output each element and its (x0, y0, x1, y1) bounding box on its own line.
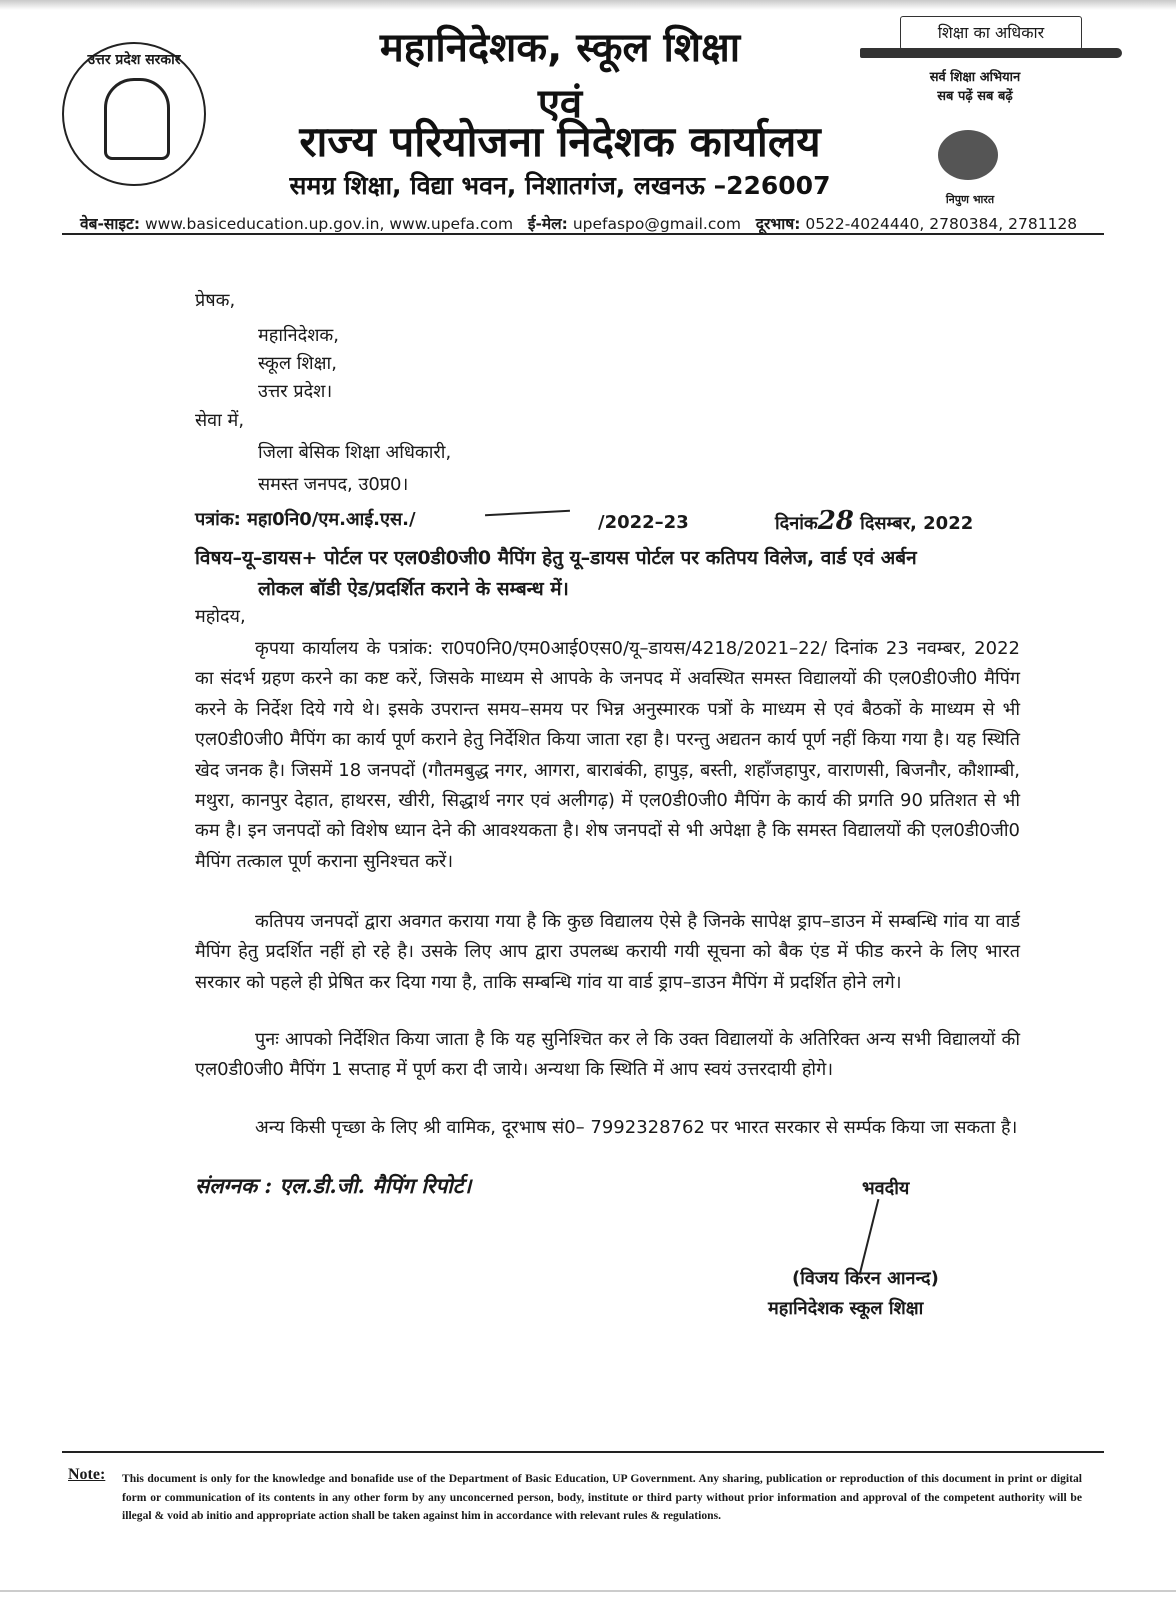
closing: भवदीय (862, 1178, 910, 1199)
recipient-line1: जिला बेसिक शिक्षा अधिकारी, (258, 442, 452, 463)
office-address: समग्र शिक्षा, विद्या भवन, निशातगंज, लखनऊ –226007 (289, 171, 831, 200)
footer-divider (62, 1451, 1104, 1453)
sender-label: प्रेषक, (195, 290, 236, 311)
signatory-designation: महानिदेशक स्कूल शिक्षा (768, 1298, 924, 1319)
recipient-label: सेवा में, (195, 410, 245, 431)
date-month-year: दिसम्बर, 2022 (860, 513, 974, 534)
body-paragraph-3: पुनः आपको निर्देशित किया जाता है कि यह सुनिश्चित कर ले कि उक्त विद्यालयों के अतिरिक्त अन्य सभी विद्यालयों की एल0डी0जी0 मैपिंग 1 सप्ताह में पूर्ण करा दी जाये। अन्यथा कि स्थिति में आप स्वयं उत्तरदायी होगे। (195, 1029, 1020, 1081)
pencil-icon (860, 48, 1122, 58)
office-title-line3: राज्य परियोजना निदेशक कार्यालय (299, 117, 821, 166)
emblem-text: उत्तर प्रदेश सरकार (87, 52, 181, 68)
nipun-bharat-text: निपुण भारत (945, 193, 995, 206)
phone-label: दूरभाष: (755, 215, 801, 233)
subject-line2: लोकल बॉडी ऐड/प्रदर्शित कराने के सम्बन्ध में। (258, 578, 569, 600)
phone: 0522-4024440, 2780384, 2781128 (805, 215, 1078, 233)
email[interactable]: upefaspo@gmail.com (572, 215, 741, 233)
body-paragraph-1: कृपया कार्यालय के पत्रांक: रा0प0नि0/एम0आई0एस0/यू–डायस/4218/2021–22/ दिनांक 23 नवम्बर, 2022 का संदर्भ ग्रहण करने का कष्ट करें, जिसके माध्यम से आपके के जनपद में अवस्थित समस्त विद्यालयों की एल0डी0जी0 मैपिंग करने के निर्देश दिये गये थे। इसके उपरान्त समय–समय पर भिन्न अनुस्मारक पत्रों के माध्यम से एवं बैठकों के माध्यम से भी एल0डी0जी0 मैपिंग का कार्य पूर्ण कराने हेतु निर्देशित किया जाता रहा है। परन्तु अद्यतन कार्य पूर्ण नहीं किया गया है। यह स्थिति खेद जनक है। जिसमें 18 जनपदों (गौतमबुद्ध नगर, आगरा, बाराबंकी, हापुड़, बस्ती, शहाँजहापुर, वाराणसी, बिजनौर, कौशाम्बी, मथुरा, कानपुर देहात, हाथरस, खीरी, सिद्धार्थ नगर एवं अलीगढ़) में एल0डी0जी0 मैपिंग के कार्य की प्रगति 90 प्रतिशत से भी कम है। इन जनपदों को विशेष ध्यान देने की आवश्यकता है। शेष जनपदों से भी अपेक्षा है कि समस्त विद्यालयों की एल0डी0जी0 मैपिंग तत्काल पूर्ण कराना सुनिश्चत करें। (195, 638, 1020, 872)
sender-line3: उत्तर प्रदेश। (258, 381, 333, 402)
date-label: दिनांक (775, 513, 818, 534)
note-label: Note: (68, 1466, 106, 1483)
ssa-line2: सब पढ़ें सब बढ़ें (937, 89, 1013, 104)
date-line (775, 506, 973, 540)
rte-logo: शिक्षा का अधिकार (900, 16, 1082, 50)
date-day-handwritten: 28 (817, 506, 854, 536)
subject-line1: विषय–यू–डायस+ पोर्टल पर एल0डी0जी0 मैपिंग हेतु यू–डायस पोर्टल पर कतिपय विलेज, वार्ड एवं अर्बन (195, 547, 917, 569)
body-paragraph-4: अन्य किसी पृच्छा के लिए श्री वामिक, दूरभाष सं0– 7992328762 पर भारत सरकार से सर्म्पक किया जा सकता है। (255, 1117, 1018, 1138)
ssa-logo-text (900, 68, 1050, 106)
scan-edge (0, 0, 1176, 10)
office-title-line2: एवं (537, 81, 583, 127)
handwritten-stroke (485, 510, 570, 516)
up-government-emblem (62, 42, 206, 186)
signatory-name: (विजय किरन आनन्द) (792, 1268, 939, 1289)
website[interactable]: www.basiceducation.up.gov.in, www.upefa.com (144, 215, 514, 233)
scan-bottom-edge (0, 1590, 1176, 1592)
recipient-line2: समस्त जनपद, उ0प्र0। (258, 474, 409, 495)
ssa-line1: सर्व शिक्षा अभियान (929, 70, 1021, 85)
header-divider (62, 233, 1104, 235)
sender-line2: स्कूल शिक्षा, (258, 353, 337, 374)
office-title-line1: महानिदेशक, स्कूल शिक्षा (379, 25, 741, 71)
nipun-bharat-logo-icon (938, 130, 998, 180)
email-label: ई-मेल: (527, 215, 568, 233)
letter-year: /2022–23 (598, 512, 689, 533)
sender-line1: महानिदेशक, (258, 325, 339, 346)
contact-line (80, 212, 1077, 234)
letter-number: पत्रांक: महा0नि0/एम.आई.एस./ (195, 509, 416, 530)
body-paragraph-2: कतिपय जनपदों द्वारा अवगत कराया गया है कि कुछ विद्यालय ऐसे है जिनके सापेक्ष ड्राप–डाउन में सम्बन्धि गांव या वार्ड मैपिंग हेतु प्रदर्शित नहीं हो रहे है। उसके लिए आप द्वारा उपलब्ध करायी गयी सूचना को बैक एंड में फीड करने के लिए भारत सरकार को पहले ही प्रेषित कर दिया गया है, ताकि सम्बन्धि गांव या वार्ड ड्राप–डाउन मैपिंग में प्रदर्शित होने लगे। (195, 911, 1020, 993)
website-label: वेब-साइट: (80, 215, 141, 233)
salutation: महोदय, (195, 606, 246, 627)
note-text: This document is only for the knowledge and bonafide use of the Department of Basic Education, UP Government. Any sharing, publication or reproduction of this document in print or digital form or communication of its contents in any other form by any unconcerned person, body, institute or third party without prior information and approval of the competent authority will be illegal & void ab initio and appropriate action shall be taken against him in accordance with relevant rules & regulations. (122, 1472, 1082, 1522)
emblem-symbol-icon (104, 78, 170, 160)
annexure-handwritten: संलग्नक : एल.डी.जी. मैपिंग रिपोर्ट। (195, 1173, 472, 1198)
